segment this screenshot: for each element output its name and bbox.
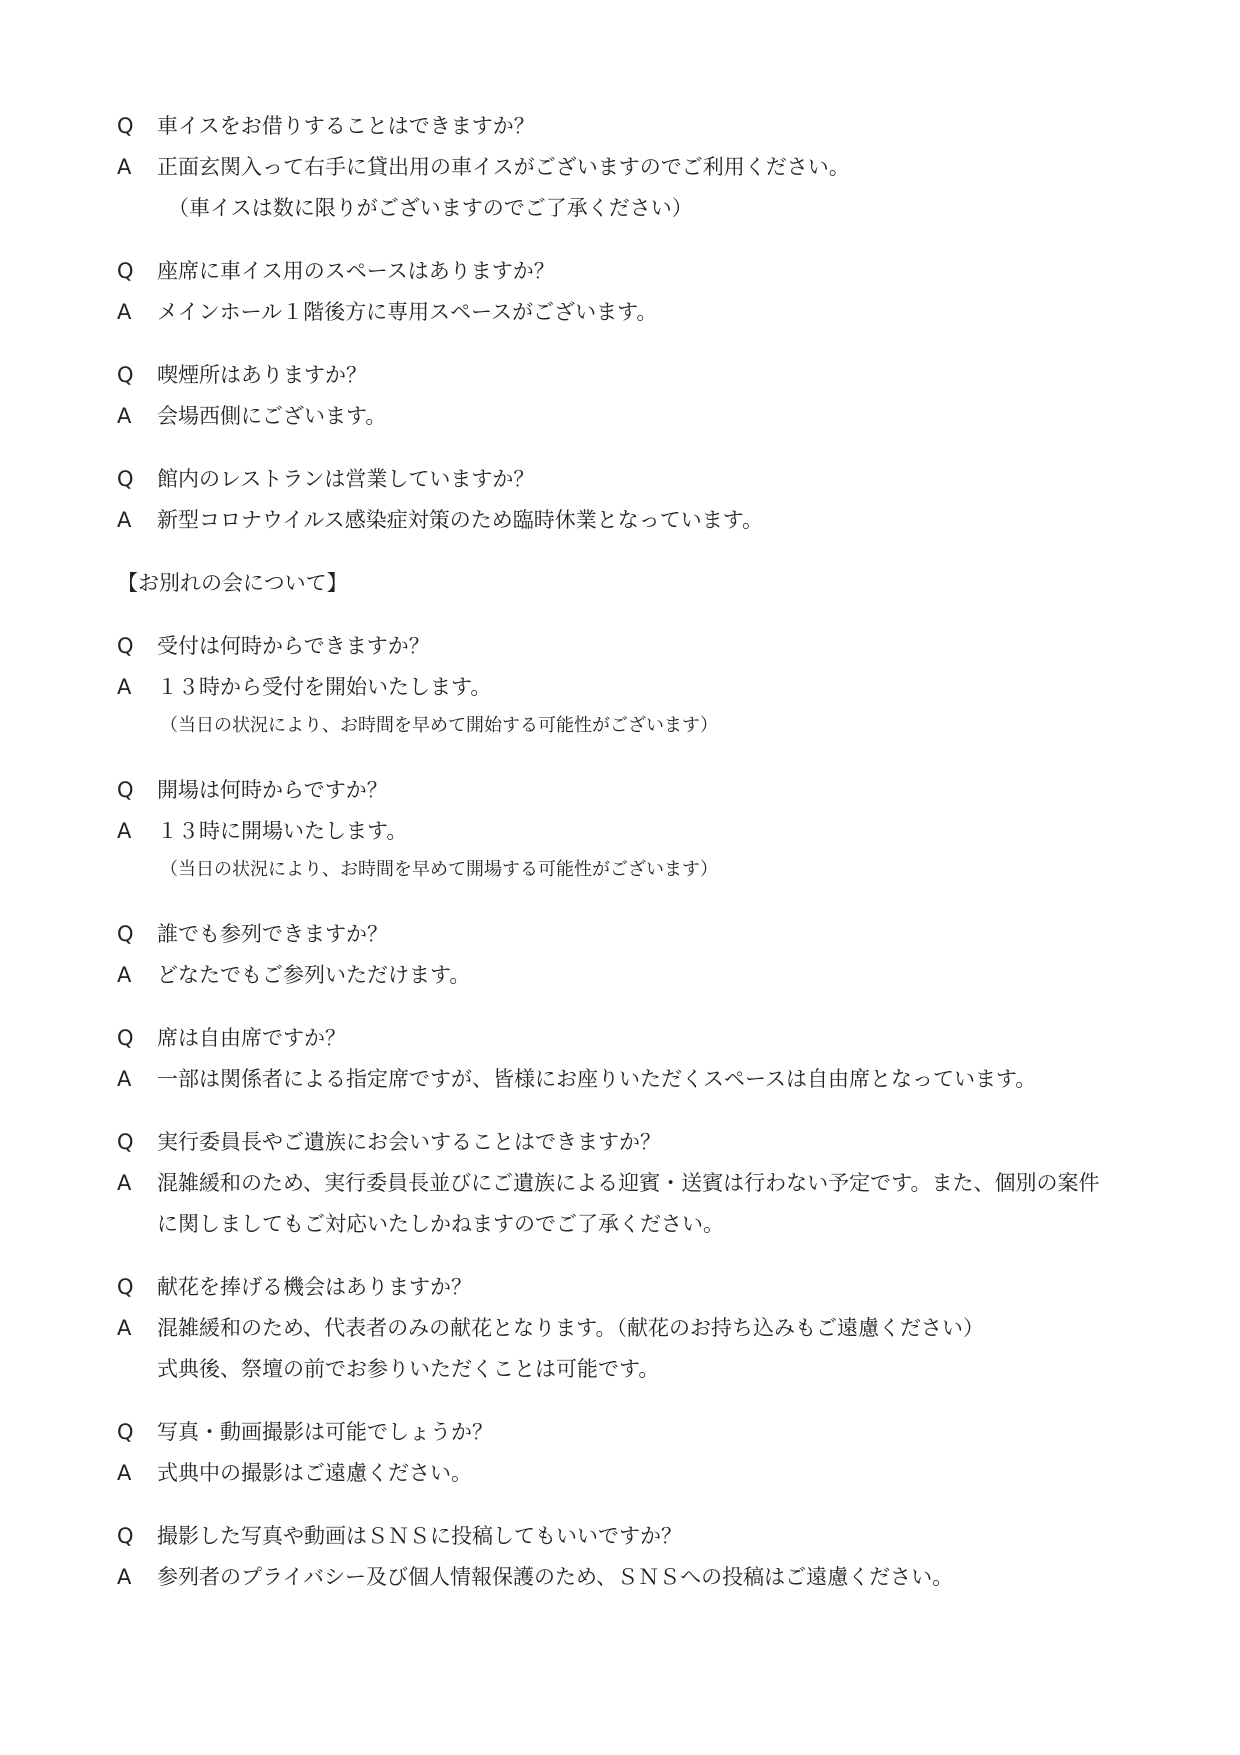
question-mark: Q xyxy=(117,634,134,658)
answer-mark: A xyxy=(117,675,132,699)
question-mark: Q xyxy=(117,1026,134,1050)
answer-continuation xyxy=(0,1206,1240,1242)
answer-mark: A xyxy=(117,963,132,987)
answer-text: どなたでもご参列いただけます。 xyxy=(157,963,471,987)
question-mark: Q xyxy=(117,467,134,491)
question-text: 写真・動画撮影は可能でしょうか？ xyxy=(157,1420,493,1444)
question-text: 座席に車イス用のスペースはありますか？ xyxy=(157,259,555,283)
answer-text: 正面玄関入って右手に貸出用の車イスがございますのでご利用ください。 xyxy=(157,155,850,179)
question-line xyxy=(0,628,1240,664)
answer-line xyxy=(0,957,1240,993)
answer-note xyxy=(0,708,1240,744)
answer-text: に関しましてもご対応いたしかねますのでご了承ください。 xyxy=(157,1212,724,1236)
answer-line xyxy=(0,294,1240,330)
answer-line xyxy=(0,502,1240,538)
answer-text: 式典中の撮影はご遠慮ください。 xyxy=(157,1461,472,1485)
answer-mark: A xyxy=(117,1067,132,1091)
answer-mark: A xyxy=(117,1316,132,1340)
answer-text: 新型コロナウイルス感染症対策のため臨時休業となっています。 xyxy=(157,508,764,532)
question-text: 撮影した写真や動画はＳＮＳに投稿してもいいですか？ xyxy=(157,1524,682,1548)
answer-line xyxy=(0,669,1240,705)
question-line xyxy=(0,253,1240,289)
question-line xyxy=(0,772,1240,808)
answer-text: １３時から受付を開始いたします。 xyxy=(157,675,492,699)
question-text: 誰でも参列できますか？ xyxy=(157,922,388,946)
answer-line xyxy=(0,1559,1240,1595)
answer-note-text: （当日の状況により、お時間を早めて開場する可能性がございます） xyxy=(160,859,718,880)
question-mark: Q xyxy=(117,1130,134,1154)
answer-text: 会場西側にございます。 xyxy=(157,404,387,428)
question-text: 実行委員長やご遺族にお会いすることはできますか？ xyxy=(157,1130,661,1154)
answer-mark: A xyxy=(117,300,132,324)
answer-mark: A xyxy=(117,819,132,843)
answer-text: メインホール１階後方に専用スペースがございます。 xyxy=(157,300,658,324)
answer-line xyxy=(0,398,1240,434)
question-line xyxy=(0,1518,1240,1554)
question-line xyxy=(0,916,1240,952)
question-mark: Q xyxy=(117,922,134,946)
answer-line xyxy=(0,1455,1240,1491)
answer-note xyxy=(0,190,1240,226)
answer-line xyxy=(0,149,1240,185)
answer-text: 式典後、祭壇の前でお参りいただくことは可能です。 xyxy=(157,1357,660,1381)
answer-text: 一部は関係者による指定席ですが、皆様にお座りいただくスペースは自由席となっています。 xyxy=(157,1067,1037,1091)
question-text: 館内のレストランは営業していますか？ xyxy=(157,467,535,491)
question-text: 献花を捧げる機会はありますか？ xyxy=(157,1275,472,1299)
question-line xyxy=(0,108,1240,144)
question-mark: Q xyxy=(117,1420,134,1444)
section-heading xyxy=(0,565,1240,601)
answer-continuation xyxy=(0,1351,1240,1387)
question-line xyxy=(0,357,1240,393)
question-text: 開場は何時からですか？ xyxy=(157,778,388,802)
answer-mark: A xyxy=(117,1461,132,1485)
answer-text: 混雑緩和のため、実行委員長並びにご遺族による迎賓・送賓は行わない予定です。また、個別の案件 xyxy=(157,1171,1100,1195)
question-text: 席は自由席ですか？ xyxy=(157,1026,346,1050)
answer-line xyxy=(0,1061,1240,1097)
question-line xyxy=(0,461,1240,497)
question-mark: Q xyxy=(117,778,134,802)
question-line xyxy=(0,1020,1240,1056)
answer-line xyxy=(0,813,1240,849)
answer-mark: A xyxy=(117,404,132,428)
section-heading-text: 【お別れの会について】 xyxy=(117,571,348,595)
answer-mark: A xyxy=(117,508,132,532)
answer-mark: A xyxy=(117,155,132,179)
question-text: 受付は何時からできますか？ xyxy=(157,634,430,658)
answer-note-text: （車イスは数に限りがございますのでご了承ください） xyxy=(168,196,693,220)
answer-note-text: （当日の状況により、お時間を早めて開始する可能性がございます） xyxy=(160,715,718,736)
question-line xyxy=(0,1269,1240,1305)
question-mark: Q xyxy=(117,114,134,138)
question-line xyxy=(0,1414,1240,1450)
question-mark: Q xyxy=(117,363,134,387)
answer-text: 混雑緩和のため、代表者のみの献花となります。（献花のお持ち込みもご遠慮ください） xyxy=(157,1316,984,1340)
answer-text: 参列者のプライバシー及び個人情報保護のため、ＳＮＳへの投稿はご遠慮ください。 xyxy=(157,1565,954,1589)
question-text: 喫煙所はありますか？ xyxy=(157,363,367,387)
question-text: 車イスをお借りすることはできますか？ xyxy=(157,114,535,138)
answer-line xyxy=(0,1165,1240,1201)
answer-mark: A xyxy=(117,1565,132,1589)
question-mark: Q xyxy=(117,1524,134,1548)
question-mark: Q xyxy=(117,1275,134,1299)
question-mark: Q xyxy=(117,259,134,283)
answer-mark: A xyxy=(117,1171,132,1195)
answer-text: １３時に開場いたします。 xyxy=(157,819,408,843)
question-line xyxy=(0,1124,1240,1160)
answer-line xyxy=(0,1310,1240,1346)
answer-note xyxy=(0,852,1240,888)
